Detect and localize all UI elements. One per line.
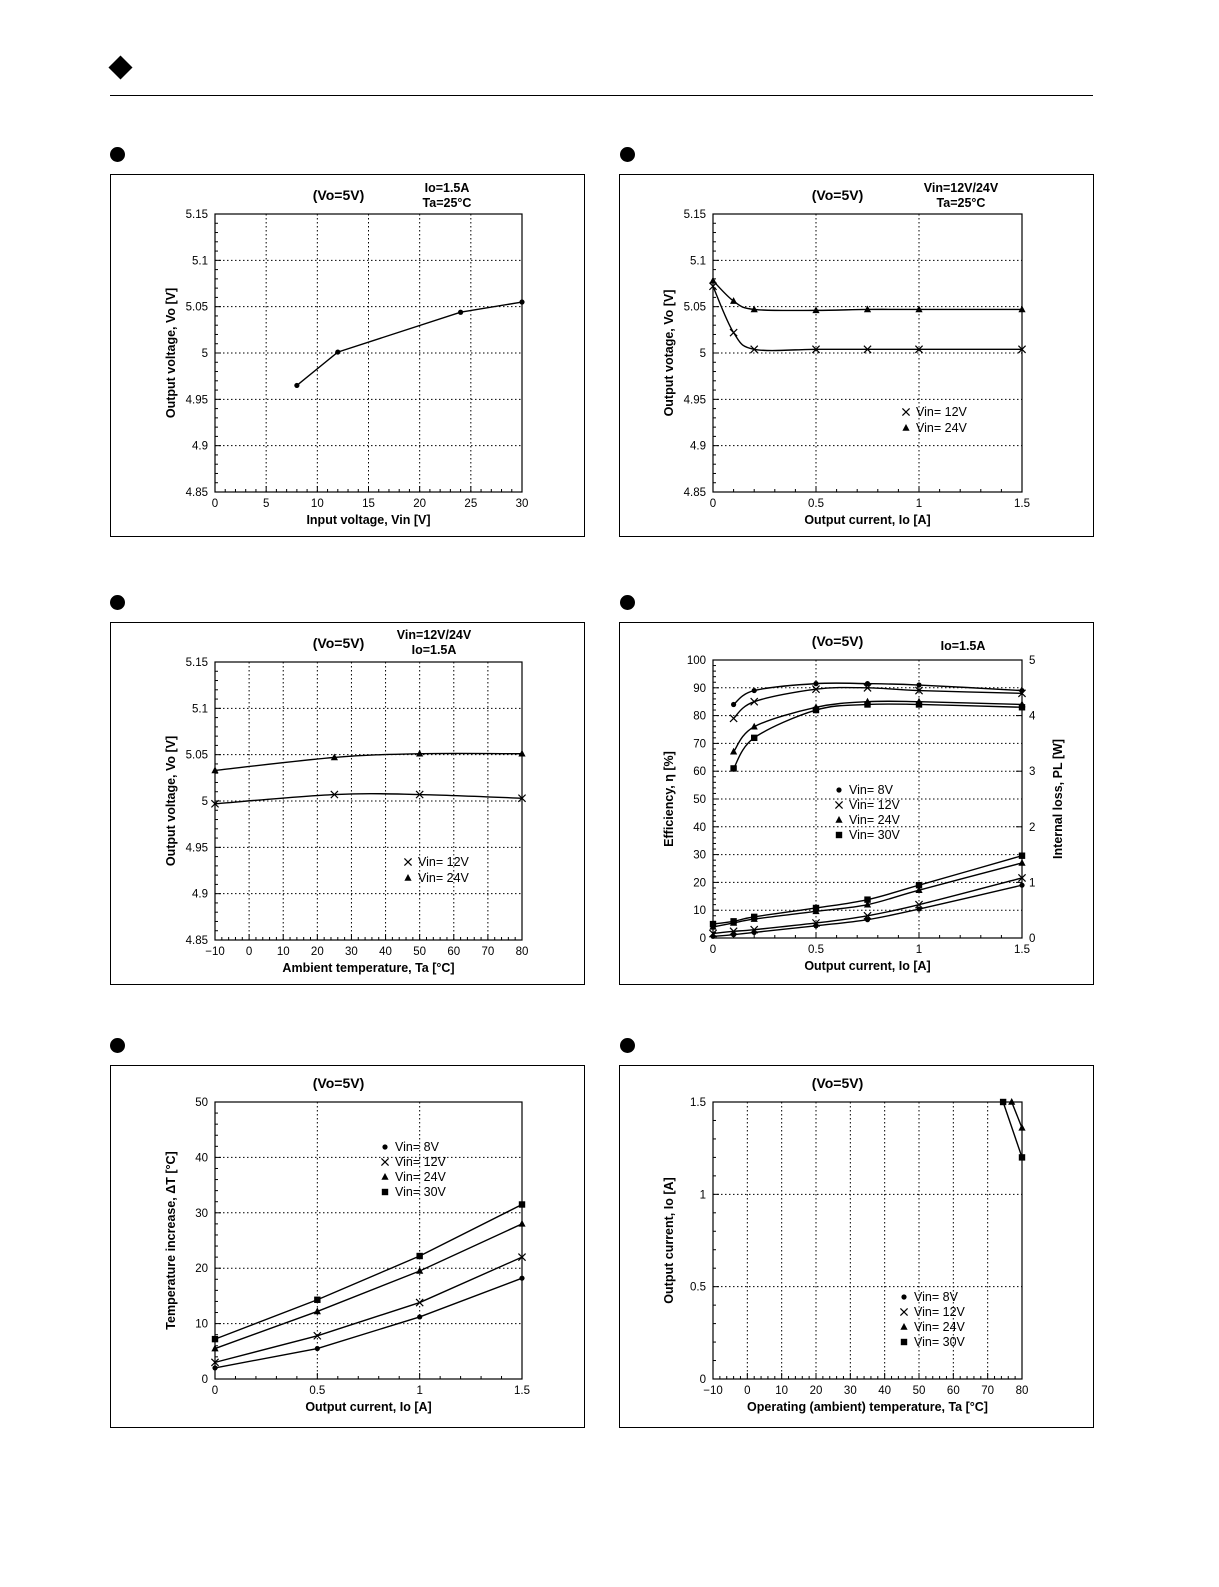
- y-tick-label: 5: [699, 348, 706, 360]
- x-tick-label: 1.5: [514, 1385, 530, 1397]
- chart-note: Vin=12V/24V: [923, 181, 999, 195]
- y-tick-label: 4.9: [690, 440, 706, 453]
- data-point: [1019, 1154, 1025, 1160]
- data-point: [382, 1144, 387, 1149]
- chart-efficiency-loss: [619, 622, 1094, 985]
- chart-vo-vs-ta: [110, 622, 585, 985]
- x-tick-label: 0.5: [808, 498, 824, 510]
- x-tick-label: 1: [915, 944, 923, 956]
- x-tick-label: 10: [276, 946, 290, 958]
- x-tick-label: 0: [744, 1385, 751, 1397]
- data-point: [212, 1365, 217, 1370]
- x-tick-label: 1: [915, 498, 923, 510]
- y-right-tick-label: 2: [1029, 821, 1036, 834]
- y-tick-label: 4.85: [185, 935, 208, 947]
- minor-ticks: [215, 1113, 502, 1379]
- minor-ticks: [713, 223, 1001, 492]
- y-tick-label: 70: [693, 738, 706, 751]
- data-point: [835, 801, 842, 808]
- data-point: [752, 688, 757, 693]
- data-point: [916, 882, 922, 888]
- y-tick-label: 60: [693, 766, 706, 779]
- y-tick-label: 20: [195, 1263, 208, 1276]
- legend: [900, 1290, 965, 1349]
- minor-ticks: [713, 1120, 1015, 1379]
- chart-note: Ta=25°C: [422, 196, 472, 210]
- legend-label: Vin= 12V: [395, 1155, 446, 1169]
- header-divider: [110, 95, 1093, 96]
- x-tick-label: 60: [447, 946, 461, 958]
- x-tick-label: 80: [1015, 1385, 1029, 1397]
- y-tick-label: 1: [699, 1189, 706, 1202]
- data-point: [902, 408, 909, 415]
- x-tick-label: 0: [709, 498, 717, 510]
- x-tick-label: 10: [310, 498, 324, 510]
- legend-label: Vin= 24V: [849, 813, 900, 827]
- y-tick-label: 30: [195, 1207, 208, 1220]
- minor-ticks: [215, 671, 515, 940]
- data-point: [1019, 883, 1024, 888]
- legend: [835, 783, 900, 842]
- data-point: [315, 1346, 320, 1351]
- y-tick-label: 5.1: [192, 255, 208, 268]
- y-tick-label: 20: [693, 877, 706, 890]
- data-point: [813, 905, 819, 911]
- y-tick-label: 5.05: [185, 301, 208, 314]
- data-point: [212, 1336, 218, 1342]
- plot-area: [713, 1102, 1022, 1379]
- data-point: [709, 277, 716, 284]
- x-tick-label: 40: [379, 946, 392, 958]
- data-point: [730, 329, 737, 336]
- data-point: [417, 1314, 422, 1319]
- data-point: [294, 383, 299, 388]
- data-point: [314, 1297, 320, 1303]
- series-line: [734, 701, 1022, 752]
- y-tick-label: 4.9: [192, 888, 208, 901]
- data-point: [1018, 859, 1025, 866]
- x-tick-label: 40: [878, 1385, 892, 1397]
- y-tick-label: 1.5: [690, 1097, 706, 1109]
- legend-label: Vin= 12V: [849, 798, 900, 812]
- y-tick-label: 4.95: [185, 394, 208, 407]
- y-tick-label: 5.05: [683, 301, 706, 314]
- y-right-tick-label: 5: [1029, 655, 1036, 667]
- data-point: [751, 914, 757, 920]
- y-tick-label: 5.15: [683, 209, 706, 221]
- data-point: [730, 297, 737, 304]
- legend-label: Vin= 24V: [914, 1320, 965, 1334]
- x-axis-label: Output current, Io [A]: [305, 1400, 432, 1414]
- chart-temperature-rise: [110, 1065, 585, 1428]
- minor-ticks: [215, 223, 512, 492]
- data-point: [382, 1189, 388, 1195]
- chart-frame: [111, 1066, 585, 1428]
- chart-vo-vs-vin: [110, 174, 585, 537]
- chart-title: (Vo=5V): [811, 187, 864, 203]
- y-tick-label: 80: [693, 710, 706, 723]
- data-point: [416, 1253, 422, 1259]
- y-axis-label: Output voltage, Vo [V]: [164, 735, 178, 867]
- series-line: [215, 1257, 522, 1362]
- y-tick-label: 5: [201, 796, 208, 808]
- y-right-tick-label: 3: [1029, 766, 1036, 779]
- legend-label: Vin= 12V: [914, 1305, 965, 1319]
- chart-vo-vs-io: [619, 174, 1094, 537]
- legend: [404, 855, 469, 885]
- grid: [215, 214, 522, 492]
- y-tick-label: 10: [693, 905, 706, 918]
- data-point: [1019, 704, 1025, 710]
- chart-title: (Vo=5V): [312, 187, 365, 203]
- y-right-axis-label: Internal loss, PL [W]: [1051, 739, 1065, 859]
- data-point: [835, 816, 842, 823]
- x-tick-label: 70: [481, 946, 495, 958]
- grid: [215, 662, 522, 940]
- legend-label: Vin= 30V: [914, 1335, 965, 1349]
- chart-frame: [111, 623, 585, 985]
- y-tick-label: 4.9: [192, 440, 208, 453]
- x-tick-label: 0: [211, 498, 219, 510]
- y-tick-label: 0: [201, 1374, 208, 1386]
- data-point: [864, 896, 870, 902]
- y-tick-label: 50: [195, 1097, 208, 1109]
- data-point: [730, 765, 736, 771]
- series-group: [294, 299, 524, 388]
- legend-label: Vin= 30V: [395, 1185, 446, 1199]
- y-right-tick-label: 0: [1029, 933, 1036, 945]
- bullet-icon: [620, 1038, 635, 1053]
- x-tick-label: 0.5: [808, 944, 824, 956]
- x-tick-label: −10: [703, 1385, 723, 1397]
- x-tick-label: −10: [205, 946, 225, 958]
- chart-title: (Vo=5V): [312, 635, 365, 651]
- data-point: [916, 701, 922, 707]
- data-point: [813, 707, 819, 713]
- data-point: [519, 1276, 524, 1281]
- x-tick-label: 30: [515, 498, 529, 510]
- x-tick-label: 20: [809, 1385, 823, 1397]
- data-point: [404, 874, 411, 881]
- y-axis-label: Efficiency, η [%]: [662, 751, 676, 847]
- y-axis-label: Output current, Io [A]: [662, 1177, 676, 1304]
- data-point: [1018, 1124, 1025, 1131]
- x-tick-label: 50: [912, 1385, 926, 1397]
- y-tick-label: 40: [693, 821, 706, 834]
- y-tick-label: 10: [195, 1318, 208, 1331]
- x-axis-label: Output current, Io [A]: [804, 513, 931, 527]
- x-tick-label: 20: [310, 946, 324, 958]
- series-line: [215, 1224, 522, 1349]
- data-point: [916, 682, 921, 687]
- chart-note: Io=1.5A: [411, 643, 457, 657]
- chart-title: (Vo=5V): [811, 633, 864, 649]
- y-tick-label: 100: [686, 655, 706, 667]
- data-point: [404, 858, 411, 865]
- y-axis-label: Temperature increase, ΔT [°C]: [164, 1151, 178, 1330]
- data-point: [751, 698, 758, 705]
- data-point: [864, 701, 870, 707]
- series-line: [297, 302, 522, 385]
- y-tick-label: 50: [693, 794, 706, 806]
- x-tick-label: 50: [413, 946, 427, 958]
- legend-label: Vin= 8V: [849, 783, 893, 797]
- chart-derating: [619, 1065, 1094, 1428]
- x-axis-label: Operating (ambient) temperature, Ta [°C]: [747, 1400, 988, 1414]
- legend-label: Vin= 8V: [914, 1290, 958, 1304]
- x-tick-label: 1.5: [1014, 944, 1030, 956]
- legend-label: Vin= 12V: [418, 855, 469, 869]
- y-tick-label: 4.85: [185, 487, 208, 499]
- x-axis-label: Ambient temperature, Ta [°C]: [282, 961, 455, 975]
- legend-label: Vin= 8V: [395, 1140, 439, 1154]
- x-tick-label: 80: [515, 946, 529, 958]
- grid: [215, 1102, 522, 1379]
- data-point: [710, 934, 715, 939]
- series-line: [734, 704, 1022, 768]
- data-point: [900, 1323, 907, 1330]
- y-tick-label: 5.1: [192, 703, 208, 716]
- plot-area: [713, 214, 1022, 492]
- series-line: [713, 286, 1022, 350]
- legend-label: Vin= 30V: [849, 828, 900, 842]
- data-point: [900, 1308, 907, 1315]
- x-tick-label: 70: [981, 1385, 995, 1397]
- y-axis-label: Output votage, Vo [V]: [662, 289, 676, 417]
- x-tick-label: 0: [211, 1385, 219, 1397]
- x-tick-label: 10: [775, 1385, 789, 1397]
- y-axis-label: Output voltage, Vo [V]: [164, 287, 178, 419]
- data-point: [710, 921, 716, 927]
- x-tick-label: 20: [413, 498, 427, 510]
- y-tick-label: 5: [201, 348, 208, 360]
- data-point: [335, 349, 340, 354]
- data-point: [902, 424, 909, 431]
- data-point: [458, 310, 463, 315]
- grid: [713, 1102, 1022, 1379]
- series-group: [211, 750, 525, 808]
- y-right-tick-label: 4: [1029, 710, 1036, 723]
- data-point: [731, 702, 736, 707]
- data-point: [813, 681, 818, 686]
- x-tick-label: 0: [245, 946, 253, 958]
- series-group: [709, 277, 1025, 353]
- data-point: [752, 930, 757, 935]
- x-tick-label: 0.5: [309, 1385, 326, 1397]
- x-tick-label: 5: [262, 498, 270, 510]
- x-tick-label: 25: [464, 498, 478, 510]
- chart-note: Io=1.5A: [424, 181, 470, 195]
- x-tick-label: 30: [843, 1385, 857, 1397]
- x-tick-label: 1.5: [1014, 498, 1030, 510]
- data-point: [901, 1294, 906, 1299]
- y-tick-label: 4.95: [683, 394, 706, 407]
- series-group: [211, 1201, 525, 1370]
- x-tick-label: 30: [345, 946, 358, 958]
- data-point: [519, 299, 524, 304]
- data-point: [381, 1158, 388, 1165]
- x-tick-label: 1: [416, 1385, 423, 1397]
- x-axis-label: Output current, Io [A]: [804, 959, 931, 973]
- y-tick-label: 4.95: [185, 842, 208, 855]
- x-axis-label: Input voltage, Vin [V]: [306, 513, 431, 527]
- chart-note: Ta=25°C: [936, 196, 986, 210]
- y-tick-label: 0: [699, 1374, 706, 1386]
- y-tick-label: 4.85: [683, 487, 706, 499]
- y-tick-label: 0: [699, 933, 706, 945]
- y-tick-label: 5.15: [185, 209, 208, 221]
- chart-note: Vin=12V/24V: [396, 628, 472, 642]
- chart-note: Io=1.5A: [940, 639, 986, 653]
- bullet-icon: [620, 147, 635, 162]
- data-point: [751, 735, 757, 741]
- bullet-icon: [620, 595, 635, 610]
- data-point: [730, 918, 736, 924]
- grid: [713, 214, 1022, 492]
- x-tick-label: 60: [946, 1385, 960, 1397]
- x-tick-label: 0: [709, 944, 717, 956]
- data-point: [518, 1220, 525, 1227]
- y-tick-label: 0.5: [690, 1281, 706, 1294]
- diamond-icon: [108, 55, 132, 79]
- chart-frame: [111, 175, 585, 537]
- series-line: [1012, 1102, 1022, 1128]
- legend-label: Vin= 24V: [395, 1170, 446, 1184]
- data-point: [836, 832, 842, 838]
- x-tick-label: 15: [362, 498, 375, 510]
- data-point: [416, 1299, 423, 1306]
- bullet-icon: [110, 147, 125, 162]
- y-right-tick-label: 1: [1029, 877, 1036, 890]
- y-tick-label: 90: [693, 682, 706, 695]
- legend-label: Vin= 24V: [418, 871, 469, 885]
- data-point: [381, 1173, 388, 1180]
- data-point: [836, 787, 841, 792]
- data-point: [1019, 688, 1024, 693]
- data-point: [1019, 853, 1025, 859]
- y-tick-label: 5.15: [185, 657, 208, 669]
- data-point: [813, 923, 818, 928]
- legend: [381, 1140, 446, 1199]
- plot-area: [215, 1102, 522, 1379]
- chart-title: (Vo=5V): [312, 1075, 365, 1091]
- y-tick-label: 30: [693, 849, 706, 862]
- bullet-icon: [110, 1038, 125, 1053]
- series-line: [215, 794, 522, 804]
- chart-title: (Vo=5V): [811, 1075, 864, 1091]
- y-tick-label: 5.05: [185, 749, 208, 762]
- data-point: [901, 1339, 907, 1345]
- legend-label: Vin= 12V: [916, 405, 967, 419]
- data-point: [519, 1201, 525, 1207]
- legend: [902, 405, 967, 435]
- legend-label: Vin= 24V: [916, 421, 967, 435]
- y-tick-label: 5.1: [690, 255, 706, 268]
- series-line: [215, 753, 522, 770]
- bullet-icon: [110, 595, 125, 610]
- data-point: [1000, 1099, 1006, 1105]
- y-tick-label: 40: [195, 1152, 208, 1165]
